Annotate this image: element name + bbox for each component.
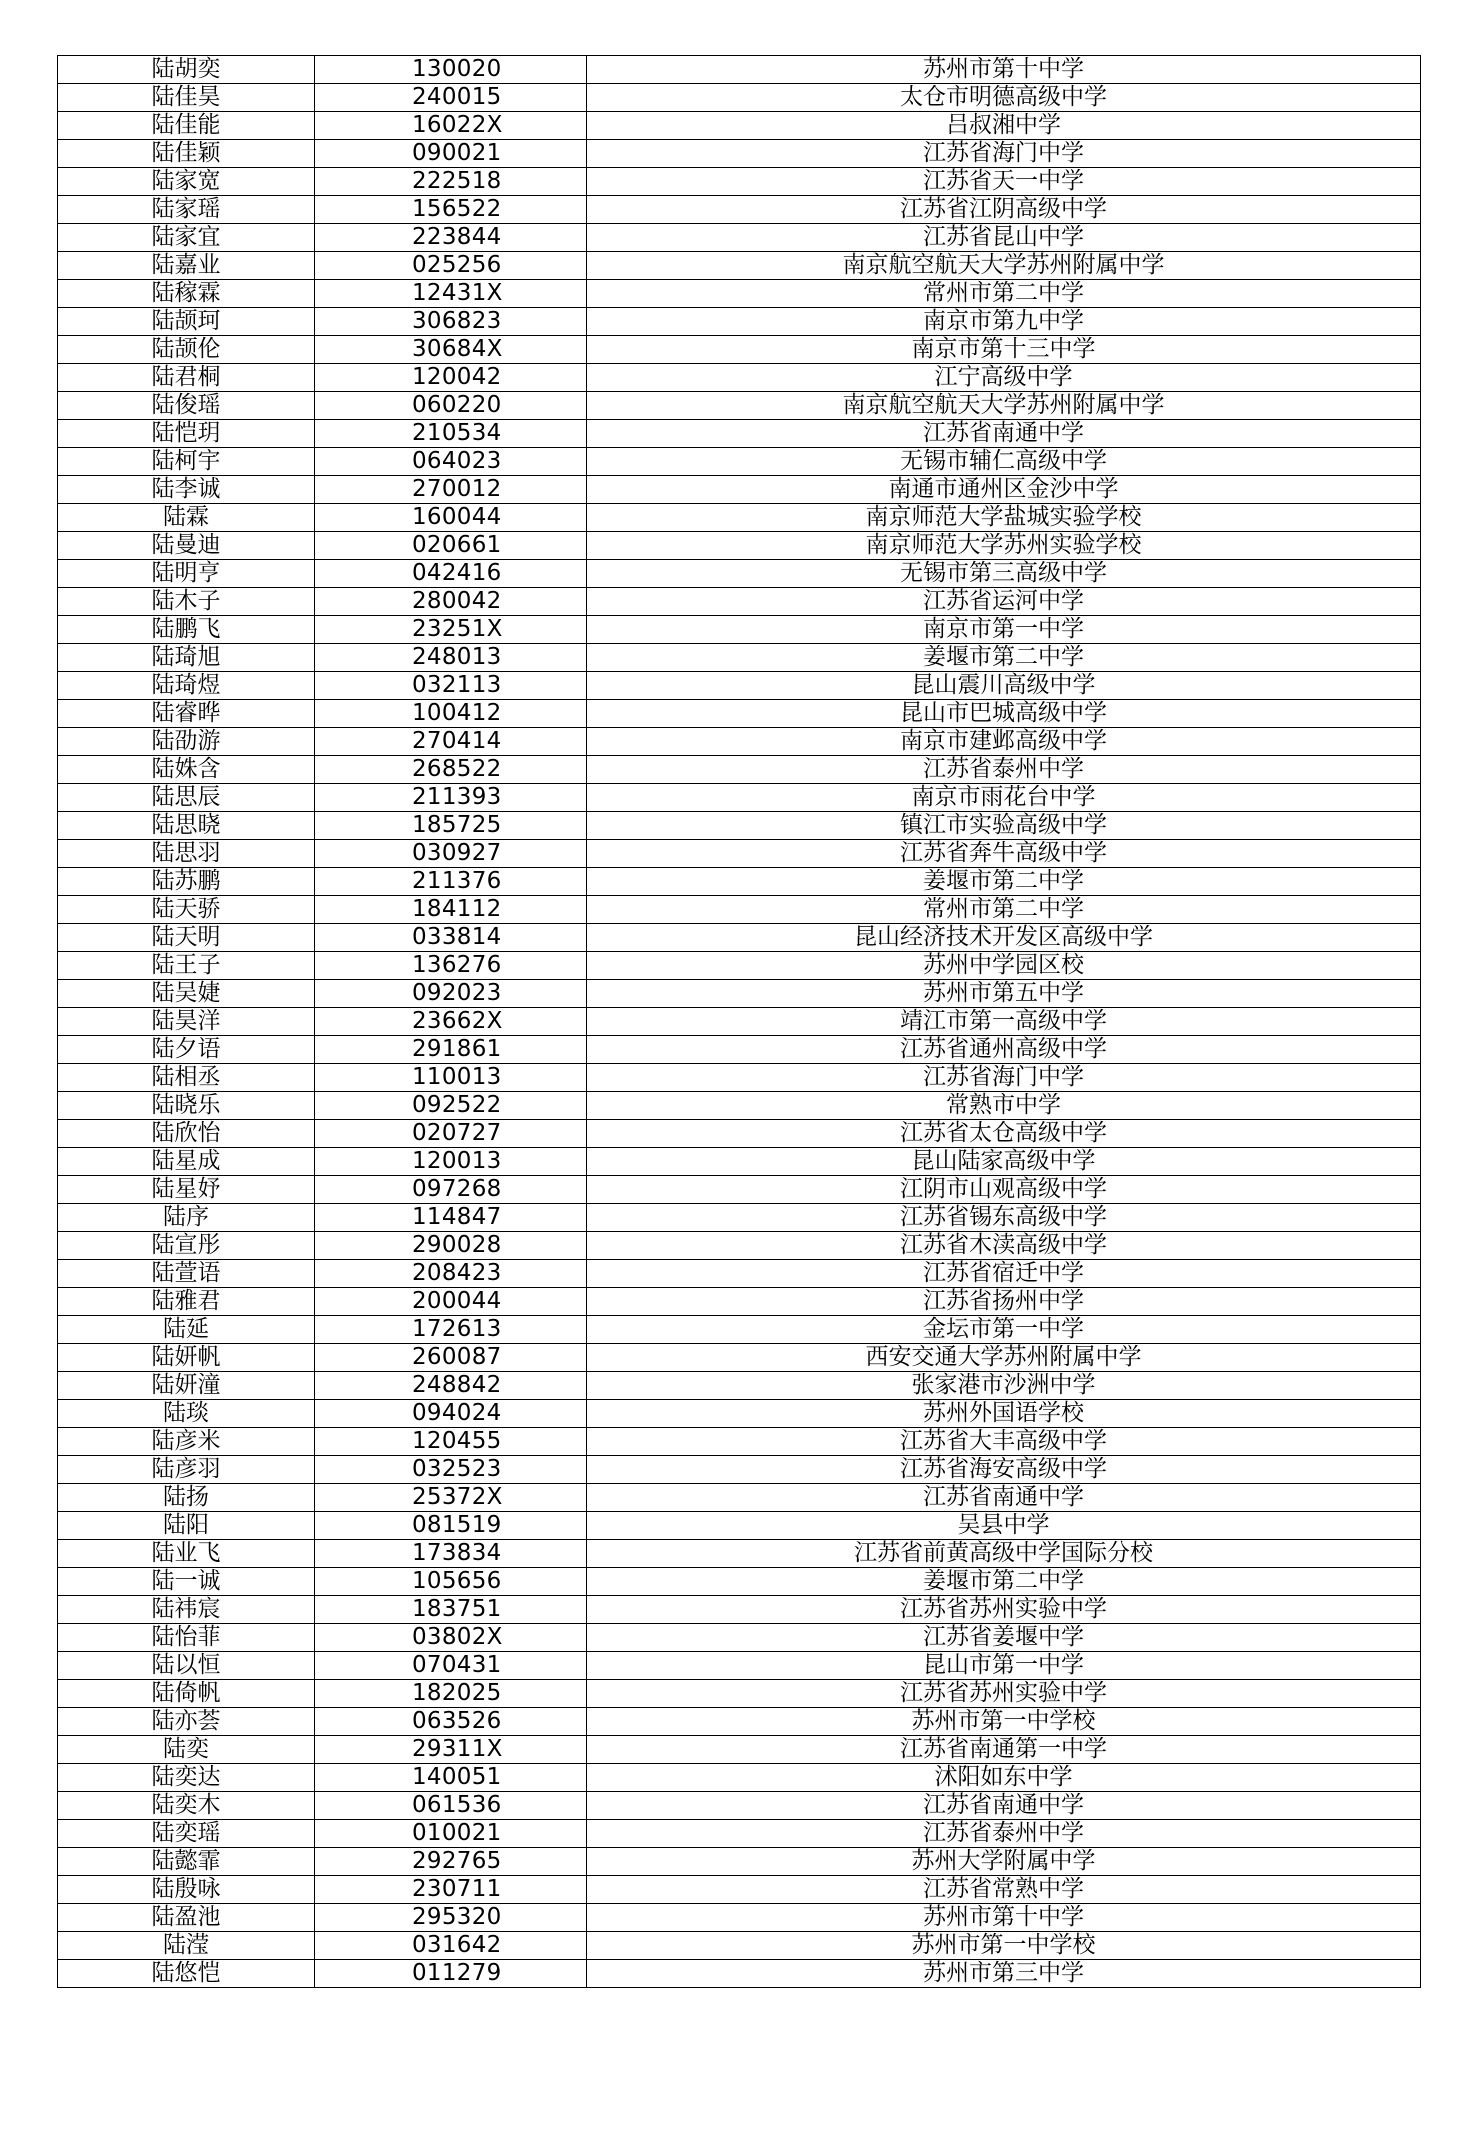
id-cell: 183751 xyxy=(315,1596,587,1624)
table-row xyxy=(58,1456,1421,1484)
id-cell: 211393 xyxy=(315,784,587,812)
school-cell: 江苏省前黄高级中学国际分校 xyxy=(587,1540,1421,1568)
name-cell: 陆家瑶 xyxy=(58,196,315,224)
school-cell: 昆山陆家高级中学 xyxy=(587,1148,1421,1176)
school-cell: 苏州市第三中学 xyxy=(587,1960,1421,1988)
table-row xyxy=(58,84,1421,112)
table-row xyxy=(58,224,1421,252)
school-cell: 江苏省姜堰中学 xyxy=(587,1624,1421,1652)
id-cell: 185725 xyxy=(315,812,587,840)
name-cell: 陆奕 xyxy=(58,1736,315,1764)
name-cell: 陆木子 xyxy=(58,588,315,616)
name-cell: 陆延 xyxy=(58,1316,315,1344)
id-cell: 291861 xyxy=(315,1036,587,1064)
id-cell: 156522 xyxy=(315,196,587,224)
school-cell: 江苏省通州高级中学 xyxy=(587,1036,1421,1064)
table-row xyxy=(58,1400,1421,1428)
id-cell: 160044 xyxy=(315,504,587,532)
id-cell: 184112 xyxy=(315,896,587,924)
table-row xyxy=(58,392,1421,420)
school-cell: 江苏省江阴高级中学 xyxy=(587,196,1421,224)
school-cell: 江苏省苏州实验中学 xyxy=(587,1680,1421,1708)
id-cell: 222518 xyxy=(315,168,587,196)
name-cell: 陆序 xyxy=(58,1204,315,1232)
school-cell: 南京航空航天大学苏州附属中学 xyxy=(587,252,1421,280)
school-cell: 常州市第二中学 xyxy=(587,896,1421,924)
id-cell: 010021 xyxy=(315,1820,587,1848)
name-cell: 陆雅君 xyxy=(58,1288,315,1316)
school-cell: 昆山经济技术开发区高级中学 xyxy=(587,924,1421,952)
name-cell: 陆佳昊 xyxy=(58,84,315,112)
name-cell: 陆佳颖 xyxy=(58,140,315,168)
school-cell: 江苏省常熟中学 xyxy=(587,1876,1421,1904)
table-row xyxy=(58,868,1421,896)
school-cell: 苏州市第五中学 xyxy=(587,980,1421,1008)
school-cell: 江苏省海门中学 xyxy=(587,1064,1421,1092)
name-cell: 陆晓乐 xyxy=(58,1092,315,1120)
school-cell: 江苏省宿迁中学 xyxy=(587,1260,1421,1288)
table-row xyxy=(58,1820,1421,1848)
id-cell: 060220 xyxy=(315,392,587,420)
id-cell: 042416 xyxy=(315,560,587,588)
name-cell: 陆以恒 xyxy=(58,1652,315,1680)
table-row xyxy=(58,840,1421,868)
school-cell: 江宁高级中学 xyxy=(587,364,1421,392)
id-cell: 020727 xyxy=(315,1120,587,1148)
name-cell: 陆彦羽 xyxy=(58,1456,315,1484)
id-cell: 120455 xyxy=(315,1428,587,1456)
name-cell: 陆星妤 xyxy=(58,1176,315,1204)
id-cell: 090021 xyxy=(315,140,587,168)
name-cell: 陆家宽 xyxy=(58,168,315,196)
name-cell: 陆琦旭 xyxy=(58,644,315,672)
school-cell: 吴县中学 xyxy=(587,1512,1421,1540)
school-cell: 江苏省奔牛高级中学 xyxy=(587,840,1421,868)
table-row xyxy=(58,1036,1421,1064)
id-cell: 16022X xyxy=(315,112,587,140)
name-cell: 陆明亨 xyxy=(58,560,315,588)
id-cell: 210534 xyxy=(315,420,587,448)
id-cell: 290028 xyxy=(315,1232,587,1260)
name-cell: 陆吴婕 xyxy=(58,980,315,1008)
table-row xyxy=(58,1204,1421,1232)
table-row xyxy=(58,1120,1421,1148)
table-row xyxy=(58,672,1421,700)
table-row xyxy=(58,476,1421,504)
table-row xyxy=(58,1064,1421,1092)
id-cell: 030927 xyxy=(315,840,587,868)
name-cell: 陆盈池 xyxy=(58,1904,315,1932)
table-row xyxy=(58,1344,1421,1372)
id-cell: 268522 xyxy=(315,756,587,784)
table-row xyxy=(58,196,1421,224)
name-cell: 陆滢 xyxy=(58,1932,315,1960)
id-cell: 295320 xyxy=(315,1904,587,1932)
name-cell: 陆奕木 xyxy=(58,1792,315,1820)
school-cell: 吕叔湘中学 xyxy=(587,112,1421,140)
school-cell: 江苏省泰州中学 xyxy=(587,756,1421,784)
school-cell: 江苏省苏州实验中学 xyxy=(587,1596,1421,1624)
table-row xyxy=(58,168,1421,196)
name-cell: 陆佳能 xyxy=(58,112,315,140)
name-cell: 陆姝含 xyxy=(58,756,315,784)
id-cell: 223844 xyxy=(315,224,587,252)
school-cell: 西安交通大学苏州附属中学 xyxy=(587,1344,1421,1372)
id-cell: 248013 xyxy=(315,644,587,672)
table-row xyxy=(58,1960,1421,1988)
school-cell: 江苏省南通中学 xyxy=(587,420,1421,448)
table-row xyxy=(58,756,1421,784)
name-cell: 陆彦米 xyxy=(58,1428,315,1456)
table-row xyxy=(58,364,1421,392)
id-cell: 270414 xyxy=(315,728,587,756)
table-row xyxy=(58,1708,1421,1736)
name-cell: 陆思辰 xyxy=(58,784,315,812)
table-row xyxy=(58,140,1421,168)
id-cell: 011279 xyxy=(315,1960,587,1988)
table-row xyxy=(58,280,1421,308)
school-cell: 沭阳如东中学 xyxy=(587,1764,1421,1792)
school-cell: 常州市第二中学 xyxy=(587,280,1421,308)
table-row xyxy=(58,980,1421,1008)
id-cell: 100412 xyxy=(315,700,587,728)
id-cell: 031642 xyxy=(315,1932,587,1960)
name-cell: 陆思羽 xyxy=(58,840,315,868)
table-row xyxy=(58,1092,1421,1120)
id-cell: 248842 xyxy=(315,1372,587,1400)
school-cell: 张家港市沙洲中学 xyxy=(587,1372,1421,1400)
table-row xyxy=(58,1288,1421,1316)
name-cell: 陆欣怡 xyxy=(58,1120,315,1148)
name-cell: 陆睿晔 xyxy=(58,700,315,728)
name-cell: 陆殷咏 xyxy=(58,1876,315,1904)
id-cell: 105656 xyxy=(315,1568,587,1596)
table-row xyxy=(58,784,1421,812)
student-list-body xyxy=(58,56,1421,1988)
id-cell: 29311X xyxy=(315,1736,587,1764)
table-row xyxy=(58,56,1421,84)
name-cell: 陆一诚 xyxy=(58,1568,315,1596)
school-cell: 南京市第九中学 xyxy=(587,308,1421,336)
name-cell: 陆相丞 xyxy=(58,1064,315,1092)
table-row xyxy=(58,1932,1421,1960)
name-cell: 陆胡奕 xyxy=(58,56,315,84)
table-row xyxy=(58,112,1421,140)
school-cell: 江苏省木渎高级中学 xyxy=(587,1232,1421,1260)
school-cell: 昆山市第一中学 xyxy=(587,1652,1421,1680)
name-cell: 陆劭游 xyxy=(58,728,315,756)
school-cell: 江苏省大丰高级中学 xyxy=(587,1428,1421,1456)
name-cell: 陆妍潼 xyxy=(58,1372,315,1400)
table-row xyxy=(58,1540,1421,1568)
school-cell: 金坛市第一中学 xyxy=(587,1316,1421,1344)
school-cell: 南京市雨花台中学 xyxy=(587,784,1421,812)
id-cell: 092023 xyxy=(315,980,587,1008)
table-row xyxy=(58,1736,1421,1764)
name-cell: 陆奕达 xyxy=(58,1764,315,1792)
school-cell: 南通市通州区金沙中学 xyxy=(587,476,1421,504)
name-cell: 陆悠恺 xyxy=(58,1960,315,1988)
school-cell: 江苏省太仓高级中学 xyxy=(587,1120,1421,1148)
id-cell: 292765 xyxy=(315,1848,587,1876)
name-cell: 陆俊瑶 xyxy=(58,392,315,420)
table-row xyxy=(58,504,1421,532)
table-row xyxy=(58,1260,1421,1288)
table-row xyxy=(58,532,1421,560)
id-cell: 092522 xyxy=(315,1092,587,1120)
name-cell: 陆妍帆 xyxy=(58,1344,315,1372)
table-row xyxy=(58,1008,1421,1036)
school-cell: 苏州市第十中学 xyxy=(587,1904,1421,1932)
id-cell: 240015 xyxy=(315,84,587,112)
table-row xyxy=(58,1428,1421,1456)
name-cell: 陆宣彤 xyxy=(58,1232,315,1260)
table-row xyxy=(58,728,1421,756)
school-cell: 江苏省天一中学 xyxy=(587,168,1421,196)
name-cell: 陆祎宸 xyxy=(58,1596,315,1624)
name-cell: 陆鹏飞 xyxy=(58,616,315,644)
school-cell: 昆山震川高级中学 xyxy=(587,672,1421,700)
school-cell: 江苏省昆山中学 xyxy=(587,224,1421,252)
table-row xyxy=(58,1624,1421,1652)
school-cell: 南京师范大学苏州实验学校 xyxy=(587,532,1421,560)
name-cell: 陆思晓 xyxy=(58,812,315,840)
table-row xyxy=(58,616,1421,644)
school-cell: 南京市第一中学 xyxy=(587,616,1421,644)
table-row xyxy=(58,420,1421,448)
id-cell: 136276 xyxy=(315,952,587,980)
id-cell: 097268 xyxy=(315,1176,587,1204)
id-cell: 03802X xyxy=(315,1624,587,1652)
school-cell: 江苏省扬州中学 xyxy=(587,1288,1421,1316)
school-cell: 苏州中学园区校 xyxy=(587,952,1421,980)
id-cell: 208423 xyxy=(315,1260,587,1288)
name-cell: 陆萱语 xyxy=(58,1260,315,1288)
school-cell: 昆山市巴城高级中学 xyxy=(587,700,1421,728)
table-row xyxy=(58,924,1421,952)
name-cell: 陆恺玥 xyxy=(58,420,315,448)
id-cell: 025256 xyxy=(315,252,587,280)
name-cell: 陆业飞 xyxy=(58,1540,315,1568)
school-cell: 江苏省南通第一中学 xyxy=(587,1736,1421,1764)
id-cell: 182025 xyxy=(315,1680,587,1708)
name-cell: 陆苏鹏 xyxy=(58,868,315,896)
school-cell: 苏州市第十中学 xyxy=(587,56,1421,84)
school-cell: 南京航空航天大学苏州附属中学 xyxy=(587,392,1421,420)
name-cell: 陆倚帆 xyxy=(58,1680,315,1708)
school-cell: 无锡市辅仁高级中学 xyxy=(587,448,1421,476)
name-cell: 陆亦荟 xyxy=(58,1708,315,1736)
name-cell: 陆阳 xyxy=(58,1512,315,1540)
table-row xyxy=(58,952,1421,980)
name-cell: 陆霖 xyxy=(58,504,315,532)
school-cell: 江苏省海安高级中学 xyxy=(587,1456,1421,1484)
name-cell: 陆曼迪 xyxy=(58,532,315,560)
table-row xyxy=(58,336,1421,364)
table-row xyxy=(58,1652,1421,1680)
id-cell: 114847 xyxy=(315,1204,587,1232)
id-cell: 280042 xyxy=(315,588,587,616)
table-row xyxy=(58,1904,1421,1932)
school-cell: 苏州市第一中学校 xyxy=(587,1708,1421,1736)
school-cell: 苏州外国语学校 xyxy=(587,1400,1421,1428)
school-cell: 常熟市中学 xyxy=(587,1092,1421,1120)
name-cell: 陆琰 xyxy=(58,1400,315,1428)
school-cell: 江苏省运河中学 xyxy=(587,588,1421,616)
name-cell: 陆扬 xyxy=(58,1484,315,1512)
name-cell: 陆颉珂 xyxy=(58,308,315,336)
school-cell: 靖江市第一高级中学 xyxy=(587,1008,1421,1036)
table-row xyxy=(58,1568,1421,1596)
id-cell: 23251X xyxy=(315,616,587,644)
school-cell: 江苏省海门中学 xyxy=(587,140,1421,168)
id-cell: 140051 xyxy=(315,1764,587,1792)
table-row xyxy=(58,896,1421,924)
school-cell: 江苏省泰州中学 xyxy=(587,1820,1421,1848)
id-cell: 30684X xyxy=(315,336,587,364)
name-cell: 陆颉伦 xyxy=(58,336,315,364)
id-cell: 260087 xyxy=(315,1344,587,1372)
table-row xyxy=(58,448,1421,476)
table-row xyxy=(58,700,1421,728)
name-cell: 陆天骄 xyxy=(58,896,315,924)
school-cell: 南京市第十三中学 xyxy=(587,336,1421,364)
name-cell: 陆天明 xyxy=(58,924,315,952)
id-cell: 032523 xyxy=(315,1456,587,1484)
table-row xyxy=(58,644,1421,672)
name-cell: 陆君桐 xyxy=(58,364,315,392)
name-cell: 陆奕瑶 xyxy=(58,1820,315,1848)
table-row xyxy=(58,1512,1421,1540)
table-row xyxy=(58,1148,1421,1176)
table-row xyxy=(58,588,1421,616)
school-cell: 镇江市实验高级中学 xyxy=(587,812,1421,840)
table-row xyxy=(58,1232,1421,1260)
name-cell: 陆李诚 xyxy=(58,476,315,504)
table-row xyxy=(58,1176,1421,1204)
id-cell: 020661 xyxy=(315,532,587,560)
id-cell: 130020 xyxy=(315,56,587,84)
id-cell: 306823 xyxy=(315,308,587,336)
table-row xyxy=(58,308,1421,336)
school-cell: 江苏省锡东高级中学 xyxy=(587,1204,1421,1232)
table-row xyxy=(58,252,1421,280)
table-row xyxy=(58,1316,1421,1344)
table-row xyxy=(58,560,1421,588)
school-cell: 太仓市明德高级中学 xyxy=(587,84,1421,112)
name-cell: 陆懿霏 xyxy=(58,1848,315,1876)
id-cell: 081519 xyxy=(315,1512,587,1540)
id-cell: 110013 xyxy=(315,1064,587,1092)
id-cell: 120042 xyxy=(315,364,587,392)
id-cell: 172613 xyxy=(315,1316,587,1344)
table-row xyxy=(58,1764,1421,1792)
id-cell: 230711 xyxy=(315,1876,587,1904)
school-cell: 南京市建邺高级中学 xyxy=(587,728,1421,756)
id-cell: 032113 xyxy=(315,672,587,700)
id-cell: 211376 xyxy=(315,868,587,896)
id-cell: 25372X xyxy=(315,1484,587,1512)
name-cell: 陆柯宇 xyxy=(58,448,315,476)
school-cell: 江苏省南通中学 xyxy=(587,1792,1421,1820)
id-cell: 033814 xyxy=(315,924,587,952)
school-cell: 苏州大学附属中学 xyxy=(587,1848,1421,1876)
school-cell: 姜堰市第二中学 xyxy=(587,1568,1421,1596)
student-list-table xyxy=(57,55,1421,1988)
table-row xyxy=(58,1848,1421,1876)
id-cell: 061536 xyxy=(315,1792,587,1820)
name-cell: 陆星成 xyxy=(58,1148,315,1176)
table-row xyxy=(58,1596,1421,1624)
table-row xyxy=(58,1680,1421,1708)
id-cell: 173834 xyxy=(315,1540,587,1568)
name-cell: 陆稼霖 xyxy=(58,280,315,308)
name-cell: 陆怡菲 xyxy=(58,1624,315,1652)
table-row xyxy=(58,1484,1421,1512)
school-cell: 南京师范大学盐城实验学校 xyxy=(587,504,1421,532)
name-cell: 陆昊洋 xyxy=(58,1008,315,1036)
id-cell: 094024 xyxy=(315,1400,587,1428)
table-row xyxy=(58,1876,1421,1904)
id-cell: 120013 xyxy=(315,1148,587,1176)
school-cell: 苏州市第一中学校 xyxy=(587,1932,1421,1960)
table-row xyxy=(58,1792,1421,1820)
name-cell: 陆家宜 xyxy=(58,224,315,252)
school-cell: 江苏省南通中学 xyxy=(587,1484,1421,1512)
id-cell: 063526 xyxy=(315,1708,587,1736)
id-cell: 23662X xyxy=(315,1008,587,1036)
id-cell: 12431X xyxy=(315,280,587,308)
id-cell: 064023 xyxy=(315,448,587,476)
name-cell: 陆嘉业 xyxy=(58,252,315,280)
school-cell: 姜堰市第二中学 xyxy=(587,644,1421,672)
school-cell: 江阴市山观高级中学 xyxy=(587,1176,1421,1204)
name-cell: 陆琦煜 xyxy=(58,672,315,700)
school-cell: 无锡市第三高级中学 xyxy=(587,560,1421,588)
name-cell: 陆夕语 xyxy=(58,1036,315,1064)
id-cell: 200044 xyxy=(315,1288,587,1316)
table-row xyxy=(58,812,1421,840)
id-cell: 070431 xyxy=(315,1652,587,1680)
table-row xyxy=(58,1372,1421,1400)
id-cell: 270012 xyxy=(315,476,587,504)
school-cell: 姜堰市第二中学 xyxy=(587,868,1421,896)
name-cell: 陆王子 xyxy=(58,952,315,980)
